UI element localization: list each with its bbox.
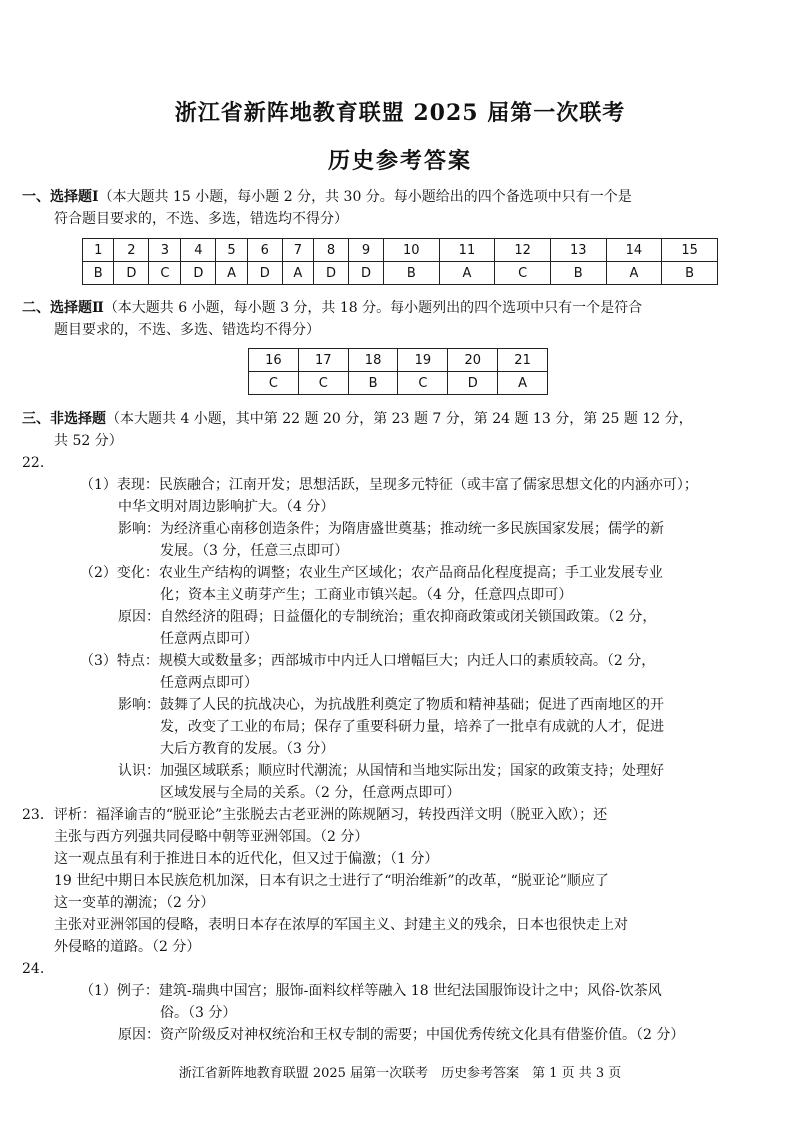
question-number-cell: 7 (282, 239, 313, 262)
question-number-cell: 21 (498, 349, 548, 372)
q24-number: 24. (22, 961, 45, 977)
q22-line: （1）表现：民族融合；江南开发；思想活跃，呈现多元特征（或丰富了儒家思想文化的内涵亦可）； (80, 477, 698, 493)
section1-desc-cont: 符合题目要求的，不选、多选，错选均不得分） (54, 211, 348, 227)
answer-cell: B (662, 262, 718, 285)
q24-line: 原因：资产阶级反对神权统治和王权专制的需要；中国优秀传统文化具有借鉴价值。（2 分） (118, 1027, 685, 1043)
answer-table-1 (82, 238, 718, 285)
question-number-cell: 10 (383, 239, 439, 262)
question-number-cell: 14 (606, 239, 662, 262)
question-number-cell: 9 (349, 239, 384, 262)
section3-desc: （本大题共 4 小题，其中第 22 题 20 分，第 23 题 7 分，第 24 题 13 分，第 25 题 12 分， (106, 411, 693, 427)
q22-line: 任意两点即可） (160, 631, 258, 647)
answer-table-2 (248, 348, 548, 395)
section3-heading: 三、非选择题 (22, 411, 106, 427)
answer-cell: A (282, 262, 313, 285)
question-number-cell: 5 (216, 239, 247, 262)
question-number-cell: 18 (348, 349, 398, 372)
q24-line: 俗。（3 分） (160, 1005, 237, 1021)
q23-line: 这一观点虽有利于推进日本的近代化，但又过于偏激；（1 分） (54, 851, 439, 867)
q23-line: 外侵略的道路。（2 分） (54, 939, 201, 955)
question-number-cell: 19 (398, 349, 448, 372)
page-footer: 浙江省新阵地教育联盟 2025 届第一次联考 历史参考答案 第 1 页 共 3 页 (178, 1066, 622, 1081)
section3-line1 (22, 408, 693, 430)
q22-line: （2）变化：农业生产结构的调整；农业生产区域化；农产品商品化程度提高；手工业发展专业 (80, 565, 663, 581)
q22-line: 大后方教育的发展。（3 分） (160, 741, 335, 757)
q22-line: 影响：为经济重心南移创造条件；为隋唐盛世奠基；推动统一多民族国家发展；儒学的新 (118, 521, 664, 537)
q22-line: 化；资本主义萌芽产生；工商业市镇兴起。（4 分，任意四点即可） (160, 587, 573, 603)
answer-cell: D (314, 262, 349, 285)
q22-line: 发展。（3 分，任意三点即可） (160, 543, 349, 559)
question-number-cell: 3 (149, 239, 181, 262)
section3-desc-cont: 共 52 分） (54, 433, 123, 449)
answer-cell: B (550, 262, 606, 285)
document-title: 浙江省新阵地教育联盟 2025 届第一次联考 (174, 100, 626, 126)
question-number-cell: 1 (83, 239, 114, 262)
question-number-cell: 4 (181, 239, 216, 262)
section2-desc-cont: 题目要求的，不选、多选、错选均不得分） (54, 322, 320, 338)
answer-cell: C (495, 262, 551, 285)
q22-line: 影响：鼓舞了人民的抗战决心，为抗战胜利奠定了物质和精神基础；促进了西南地区的开 (118, 697, 664, 713)
answer-cell: D (247, 262, 282, 285)
section1-desc: （本大题共 15 小题，每小题 2 分，共 30 分。每小题给出的四个备选项中只有一个是 (98, 189, 632, 205)
question-number-cell: 17 (298, 349, 348, 372)
q23-line: 19 世纪中期日本民族危机加深，日本有识之士进行了“明治维新”的改革，“脱亚论”顺应了 (54, 873, 609, 889)
q22-line: （3）特点：规模大或数量多；西部城市中内迁人口增幅巨大；内迁人口的素质较高。（2 分， (80, 653, 656, 669)
section1-heading: 一、选择题Ⅰ (22, 189, 99, 205)
q23-line: 主张与西方列强共同侵略中朝等亚洲邻国。（2 分） (54, 829, 369, 845)
answer-cell: D (349, 262, 384, 285)
q22-line: 发，改变了工业的布局；保存了重要科研力量，培养了一批卓有成就的人才，促进 (160, 719, 664, 735)
q22-number: 22. (22, 455, 45, 471)
answer-cell: B (383, 262, 439, 285)
section2-desc: （本大题共 6 小题，每小题 3 分，共 18 分。每小题列出的四个选项中只有一个是符合 (103, 300, 643, 316)
answer-cell: A (498, 372, 548, 395)
answer-cell: B (348, 372, 398, 395)
q22-line: 认识：加强区域联系；顺应时代潮流；从国情和当地实际出发；国家的政策支持；处理好 (118, 763, 664, 779)
question-number-cell: 12 (495, 239, 551, 262)
document-subtitle: 历史参考答案 (327, 148, 472, 174)
q22-line: 任意两点即可） (160, 675, 258, 691)
question-number-cell: 6 (247, 239, 282, 262)
q24-line: （1）例子：建筑-瑞典中国宫；服饰-面料纹样等融入 18 世纪法国服饰设计之中；风俗-饮茶风 (80, 983, 662, 999)
question-number-cell: 8 (314, 239, 349, 262)
question-number-cell: 16 (249, 349, 299, 372)
answer-cell: A (216, 262, 247, 285)
question-number-cell: 13 (550, 239, 606, 262)
answer-cell: A (439, 262, 495, 285)
table1-answer-row (83, 262, 718, 285)
q22-line: 原因：自然经济的阻碍；日益僵化的专制统治；重农抑商政策或闭关锁国政策。（2 分， (118, 609, 657, 625)
answer-cell: D (114, 262, 149, 285)
answer-cell: A (606, 262, 662, 285)
table1-number-row (83, 239, 718, 262)
question-number-cell: 11 (439, 239, 495, 262)
question-number-cell: 20 (448, 349, 498, 372)
q23-line: 主张对亚洲邻国的侵略，表明日本存在浓厚的军国主义、封建主义的残余，日本也很快走上对 (54, 917, 628, 933)
q22-line: 区域发展与全局的关系。（2 分，任意两点即可） (160, 785, 461, 801)
answer-cell: C (149, 262, 181, 285)
q22-line: 中华文明对周边影响扩大。（4 分） (118, 499, 335, 515)
answer-cell: D (448, 372, 498, 395)
section2-line1 (22, 297, 642, 319)
answer-cell: C (298, 372, 348, 395)
q23-line: 这一变革的潮流；（2 分） (54, 895, 215, 911)
section2-heading: 二、选择题Ⅱ (22, 300, 104, 316)
question-number-cell: 2 (114, 239, 149, 262)
q23-line: 23．评析：福泽谕吉的“脱亚论”主张脱去古老亚洲的陈规陋习，转投西洋文明（脱亚入欧）；还 (22, 807, 608, 823)
answer-cell: C (398, 372, 448, 395)
table2-number-row (249, 349, 548, 372)
question-number-cell: 15 (662, 239, 718, 262)
answer-cell: D (181, 262, 216, 285)
answer-cell: B (83, 262, 114, 285)
table2-answer-row (249, 372, 548, 395)
answer-cell: C (249, 372, 299, 395)
section1-line1 (22, 186, 632, 208)
